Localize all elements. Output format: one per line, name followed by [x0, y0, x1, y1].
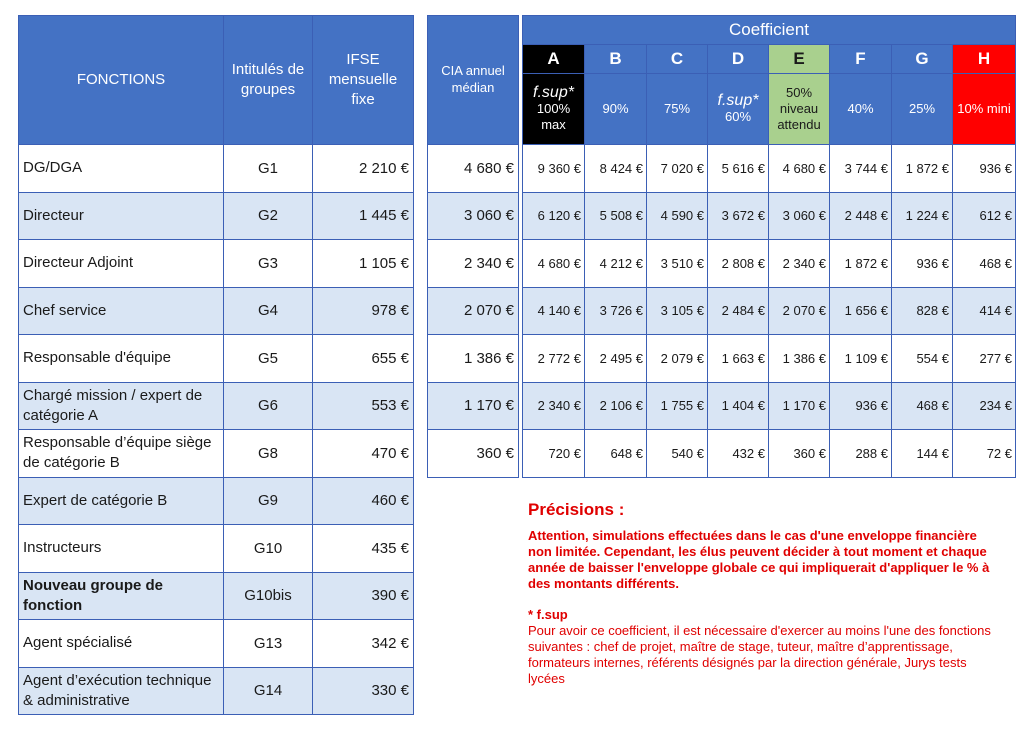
- coefficient-cell: 3 726 €: [585, 287, 647, 335]
- coefficient-cell: 4 590 €: [647, 192, 708, 240]
- coefficient-cell: 1 872 €: [830, 240, 892, 288]
- fonction-cell: DG/DGA: [19, 145, 224, 193]
- coefficient-cell: 3 060 €: [769, 192, 830, 240]
- groupe-cell: G2: [224, 192, 313, 240]
- ifse-cell: 978 €: [313, 287, 414, 335]
- coefficient-percent-b: [585, 74, 647, 145]
- coefficient-cell: 2 079 €: [647, 335, 708, 383]
- groupe-cell: G10: [224, 525, 313, 573]
- coefficient-cell: 936 €: [830, 382, 892, 430]
- coefficient-letter-g: G: [892, 45, 953, 74]
- coefficient-cell: 4 140 €: [523, 287, 585, 335]
- coefficient-cell: 1 755 €: [647, 382, 708, 430]
- coefficient-cell: 612 €: [953, 192, 1016, 240]
- coefficient-letter-a: A: [523, 45, 585, 74]
- coefficient-cell: 1 109 €: [830, 335, 892, 383]
- coefficient-cell: 4 212 €: [585, 240, 647, 288]
- cia-cell: 2 340 €: [428, 240, 519, 288]
- coefficient-percent-e: [769, 74, 830, 145]
- coefficient-cell: 1 872 €: [892, 145, 953, 193]
- fonction-cell: Directeur: [19, 192, 224, 240]
- coefficient-title: Coefficient: [523, 16, 1016, 45]
- coefficient-cell: 2 070 €: [769, 287, 830, 335]
- coefficient-cell: 234 €: [953, 382, 1016, 430]
- percent-label: 50% niveau attendu: [777, 85, 821, 132]
- coefficient-cell: 5 508 €: [585, 192, 647, 240]
- ifse-cell: 553 €: [313, 382, 414, 430]
- groupe-cell: G3: [224, 240, 313, 288]
- fonction-cell: Instructeurs: [19, 525, 224, 573]
- coefficient-cell: 144 €: [892, 430, 953, 478]
- cia-cell: 2 070 €: [428, 287, 519, 335]
- coefficient-cell: 2 808 €: [708, 240, 769, 288]
- notes-title: Précisions :: [528, 500, 625, 519]
- coefficient-cell: 4 680 €: [523, 240, 585, 288]
- coefficient-cell: 936 €: [953, 145, 1016, 193]
- coefficient-cell: 2 495 €: [585, 335, 647, 383]
- coefficient-row: [523, 287, 1016, 335]
- coefficient-letter-e: E: [769, 45, 830, 74]
- cia-cell: 1 170 €: [428, 382, 519, 430]
- percent-label: 75%: [663, 101, 691, 116]
- coefficient-cell: 3 744 €: [830, 145, 892, 193]
- fsup-marker: f.sup*: [717, 92, 759, 109]
- coefficient-cell: 1 170 €: [769, 382, 830, 430]
- percent-label: 60%: [724, 109, 752, 124]
- groupe-cell: G14: [224, 667, 313, 715]
- coefficient-cell: 432 €: [708, 430, 769, 478]
- cia-row: [428, 287, 519, 335]
- coefficient-cell: 3 510 €: [647, 240, 708, 288]
- coefficient-cell: 648 €: [585, 430, 647, 478]
- functions-table: [18, 15, 414, 715]
- coefficient-cell: 4 680 €: [769, 145, 830, 193]
- groupe-cell: G10bis: [224, 572, 313, 620]
- function-row: [19, 382, 414, 430]
- ifse-cell: 390 €: [313, 572, 414, 620]
- coefficient-table: [522, 15, 1016, 478]
- coefficient-cell: 7 020 €: [647, 145, 708, 193]
- coefficient-row: [523, 382, 1016, 430]
- fonction-cell: Agent d’exécution technique & administrative: [19, 667, 224, 715]
- precisions-notes: [528, 500, 998, 687]
- ifse-cell: 435 €: [313, 525, 414, 573]
- coefficient-cell: 2 340 €: [769, 240, 830, 288]
- coefficient-row: [523, 192, 1016, 240]
- function-row: [19, 525, 414, 573]
- groupe-cell: G13: [224, 620, 313, 668]
- coefficient-cell: 9 360 €: [523, 145, 585, 193]
- coefficient-letter-b: B: [585, 45, 647, 74]
- fonction-cell: Chef service: [19, 287, 224, 335]
- ifse-cell: 655 €: [313, 335, 414, 383]
- percent-label: 100% max: [536, 101, 571, 132]
- header-ifse: IFSE mensuelle fixe: [313, 16, 414, 145]
- function-row: [19, 335, 414, 383]
- coefficient-cell: 468 €: [953, 240, 1016, 288]
- coefficient-cell: 2 106 €: [585, 382, 647, 430]
- cia-row: [428, 382, 519, 430]
- cia-row: [428, 145, 519, 193]
- coefficient-cell: 468 €: [892, 382, 953, 430]
- coefficient-cell: 72 €: [953, 430, 1016, 478]
- coefficient-letter-d: D: [708, 45, 769, 74]
- coefficient-letter-c: C: [647, 45, 708, 74]
- groupe-cell: G9: [224, 477, 313, 525]
- function-row: [19, 240, 414, 288]
- coefficient-cell: 1 386 €: [769, 335, 830, 383]
- coefficient-cell: 1 224 €: [892, 192, 953, 240]
- coefficient-percent-h: [953, 74, 1016, 145]
- fsup-title: * f.sup: [528, 607, 568, 622]
- coefficient-cell: 3 105 €: [647, 287, 708, 335]
- cia-cell: 360 €: [428, 430, 519, 478]
- coefficient-percent-c: [647, 74, 708, 145]
- function-row: [19, 287, 414, 335]
- fonction-cell: Nouveau groupe de fonction: [19, 572, 224, 620]
- ifse-cell: 330 €: [313, 667, 414, 715]
- coefficient-cell: 277 €: [953, 335, 1016, 383]
- notes-warning: Attention, simulations effectuées dans le cas d'une enveloppe financière non limitée. Cependant, les élus peuvent décider à tout moment et chaque année de baisser l'enveloppe globale ce qui impliquerait d'appliquer le % à des montants différents.: [528, 528, 990, 591]
- function-row: [19, 572, 414, 620]
- ifse-cell: 460 €: [313, 477, 414, 525]
- coefficient-percent-d: [708, 74, 769, 145]
- groupe-cell: G6: [224, 382, 313, 430]
- fonction-cell: Agent spécialisé: [19, 620, 224, 668]
- ifse-cell: 342 €: [313, 620, 414, 668]
- coefficient-cell: 1 404 €: [708, 382, 769, 430]
- ifse-cell: 1 105 €: [313, 240, 414, 288]
- coefficient-cell: 288 €: [830, 430, 892, 478]
- coefficient-percent-g: [892, 74, 953, 145]
- coefficient-cell: 554 €: [892, 335, 953, 383]
- fonction-cell: Responsable d'équipe: [19, 335, 224, 383]
- coefficient-cell: 828 €: [892, 287, 953, 335]
- coefficient-letter-f: F: [830, 45, 892, 74]
- coefficient-row: [523, 145, 1016, 193]
- ifse-cell: 470 €: [313, 430, 414, 478]
- fonction-cell: Chargé mission / expert de catégorie A: [19, 382, 224, 430]
- percent-label: 40%: [847, 101, 874, 116]
- function-row: [19, 667, 414, 715]
- coefficient-cell: 360 €: [769, 430, 830, 478]
- ifse-cell: 1 445 €: [313, 192, 414, 240]
- coefficient-cell: 936 €: [892, 240, 953, 288]
- cia-cell: 1 386 €: [428, 335, 519, 383]
- coefficient-cell: 540 €: [647, 430, 708, 478]
- header-cia: CIA annuel médian: [428, 16, 519, 145]
- coefficient-cell: 1 663 €: [708, 335, 769, 383]
- coefficient-cell: 2 448 €: [830, 192, 892, 240]
- coefficient-cell: 2 484 €: [708, 287, 769, 335]
- fonction-cell: Expert de catégorie B: [19, 477, 224, 525]
- coefficient-percent-a: [523, 74, 585, 145]
- cia-cell: 4 680 €: [428, 145, 519, 193]
- cia-row: [428, 430, 519, 478]
- coefficient-cell: 2 772 €: [523, 335, 585, 383]
- ifse-cell: 2 210 €: [313, 145, 414, 193]
- groupe-cell: G5: [224, 335, 313, 383]
- header-groupes: Intitulés de groupes: [224, 16, 313, 145]
- groupe-cell: G8: [224, 430, 313, 478]
- fsup-marker: f.sup*: [533, 84, 574, 101]
- cia-row: [428, 192, 519, 240]
- coefficient-percent-f: [830, 74, 892, 145]
- coefficient-cell: 3 672 €: [708, 192, 769, 240]
- coefficient-cell: 5 616 €: [708, 145, 769, 193]
- function-row: [19, 145, 414, 193]
- groupe-cell: G1: [224, 145, 313, 193]
- function-row: [19, 430, 414, 478]
- fonction-cell: Responsable d’équipe siège de catégorie B: [19, 430, 224, 478]
- coefficient-cell: 414 €: [953, 287, 1016, 335]
- function-row: [19, 477, 414, 525]
- cia-table: [427, 15, 519, 478]
- coefficient-letter-h: H: [953, 45, 1016, 74]
- coefficient-row: [523, 430, 1016, 478]
- coefficient-cell: 720 €: [523, 430, 585, 478]
- cia-cell: 3 060 €: [428, 192, 519, 240]
- fsup-body: Pour avoir ce coefficient, il est nécessaire d'exercer au moins l'une des fonctions suivantes : chef de projet, maître de stage, tuteur, maître d’apprentissage, formateurs internes, référents désignés par la direction générale, Jurys tests lycées: [528, 623, 991, 686]
- coefficient-row: [523, 335, 1016, 383]
- coefficient-cell: 6 120 €: [523, 192, 585, 240]
- cia-row: [428, 240, 519, 288]
- cia-row: [428, 335, 519, 383]
- coefficient-cell: 2 340 €: [523, 382, 585, 430]
- percent-label: 25%: [908, 101, 936, 116]
- coefficient-cell: 1 656 €: [830, 287, 892, 335]
- function-row: [19, 620, 414, 668]
- fonction-cell: Directeur Adjoint: [19, 240, 224, 288]
- coefficient-cell: 8 424 €: [585, 145, 647, 193]
- percent-label: 10% mini: [957, 101, 1011, 116]
- header-fonctions: FONCTIONS: [19, 16, 224, 145]
- percent-label: 90%: [602, 101, 629, 116]
- groupe-cell: G4: [224, 287, 313, 335]
- coefficient-row: [523, 240, 1016, 288]
- function-row: [19, 192, 414, 240]
